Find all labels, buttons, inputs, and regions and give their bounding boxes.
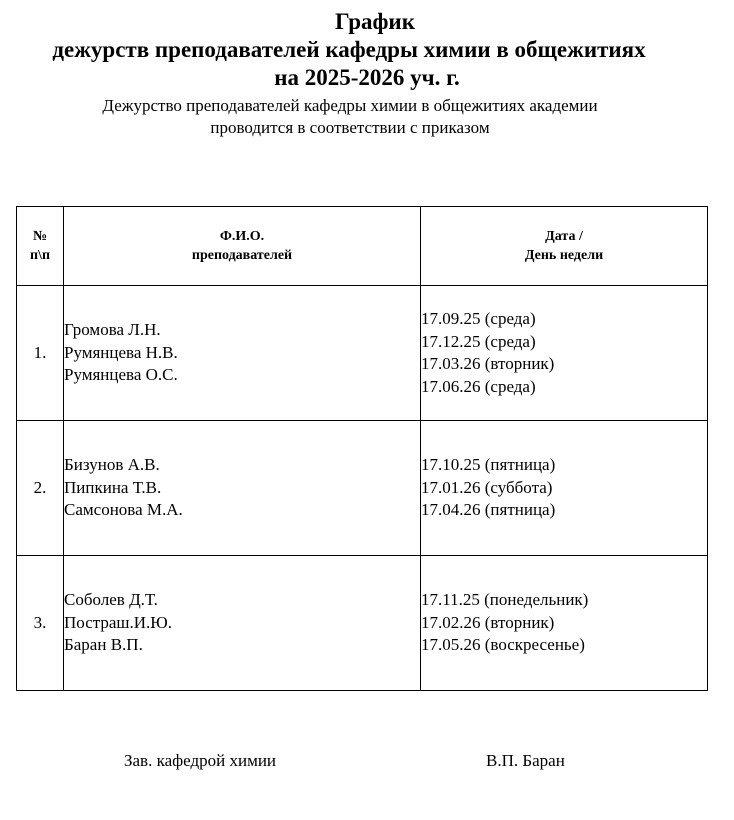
teacher-name: Постраш.И.Ю. (64, 612, 173, 632)
table-row (17, 421, 708, 556)
duty-date: 17.12.25 (среда) (421, 331, 536, 351)
teacher-name: Пипкина Т.В. (64, 477, 162, 497)
duty-dates-cell (421, 286, 708, 421)
teacher-name: Румянцева О.С. (64, 365, 178, 385)
intro-text-line-1: Дежурство преподавателей кафедры химии в общежитиях академии (102, 96, 598, 115)
row-number: 2. (17, 421, 64, 556)
document-title: График (335, 9, 415, 34)
teacher-name: Баран В.П. (64, 635, 143, 655)
row-number: 3. (17, 556, 64, 691)
duty-date: 17.01.26 (суббота) (421, 477, 553, 497)
duty-date: 17.10.25 (пятница) (421, 455, 556, 475)
table-row (17, 556, 708, 691)
column-header-date-line-1: Дата / (545, 229, 583, 244)
duty-dates-cell (421, 556, 708, 691)
column-header-number-line-2: п\п (29, 248, 51, 263)
teacher-names-cell (64, 286, 421, 421)
teacher-name: Бизунов А.В. (64, 455, 160, 475)
academic-year: на 2025-2026 уч. г. (274, 65, 460, 90)
signatory-name: В.П. Баран (486, 751, 565, 770)
document-subtitle: дежурств преподавателей кафедры химии в общежитиях (52, 37, 646, 62)
duty-date: 17.09.25 (среда) (421, 309, 536, 328)
column-header-date-line-2: День недели (524, 248, 604, 263)
column-header-date (421, 207, 708, 286)
duty-date: 17.03.26 (вторник) (421, 354, 555, 373)
teacher-name: Самсонова М.А. (64, 500, 183, 520)
row-number: 1. (17, 286, 64, 421)
teacher-name: Громова Л.Н. (64, 320, 161, 340)
teacher-name: Румянцева Н.В. (64, 342, 178, 362)
column-header-fio (64, 207, 421, 286)
duty-date: 17.05.26 (воскресенье) (421, 635, 585, 655)
teacher-names-cell (64, 421, 421, 556)
intro-text-line-2: проводится в соответствии с приказом (210, 118, 490, 137)
duty-date: 17.11.25 (понедельник) (421, 590, 589, 610)
column-header-number-line-1: № (32, 229, 48, 244)
teacher-name: Соболев Д.Т. (64, 590, 158, 610)
column-header-fio-line-1: Ф.И.О. (219, 229, 265, 244)
duty-date: 17.04.26 (пятница) (421, 500, 556, 520)
duty-dates-cell (421, 421, 708, 556)
duty-schedule-table (16, 206, 708, 691)
teacher-names-cell (64, 556, 421, 691)
table-header-row (17, 207, 708, 286)
duty-date: 17.02.26 (вторник) (421, 612, 555, 632)
table-row (17, 286, 708, 421)
column-header-fio-line-2: преподавателей (191, 248, 293, 263)
head-of-department-label: Зав. кафедрой химии (124, 751, 277, 770)
column-header-number (17, 207, 64, 286)
duty-date: 17.06.26 (среда) (421, 376, 536, 396)
